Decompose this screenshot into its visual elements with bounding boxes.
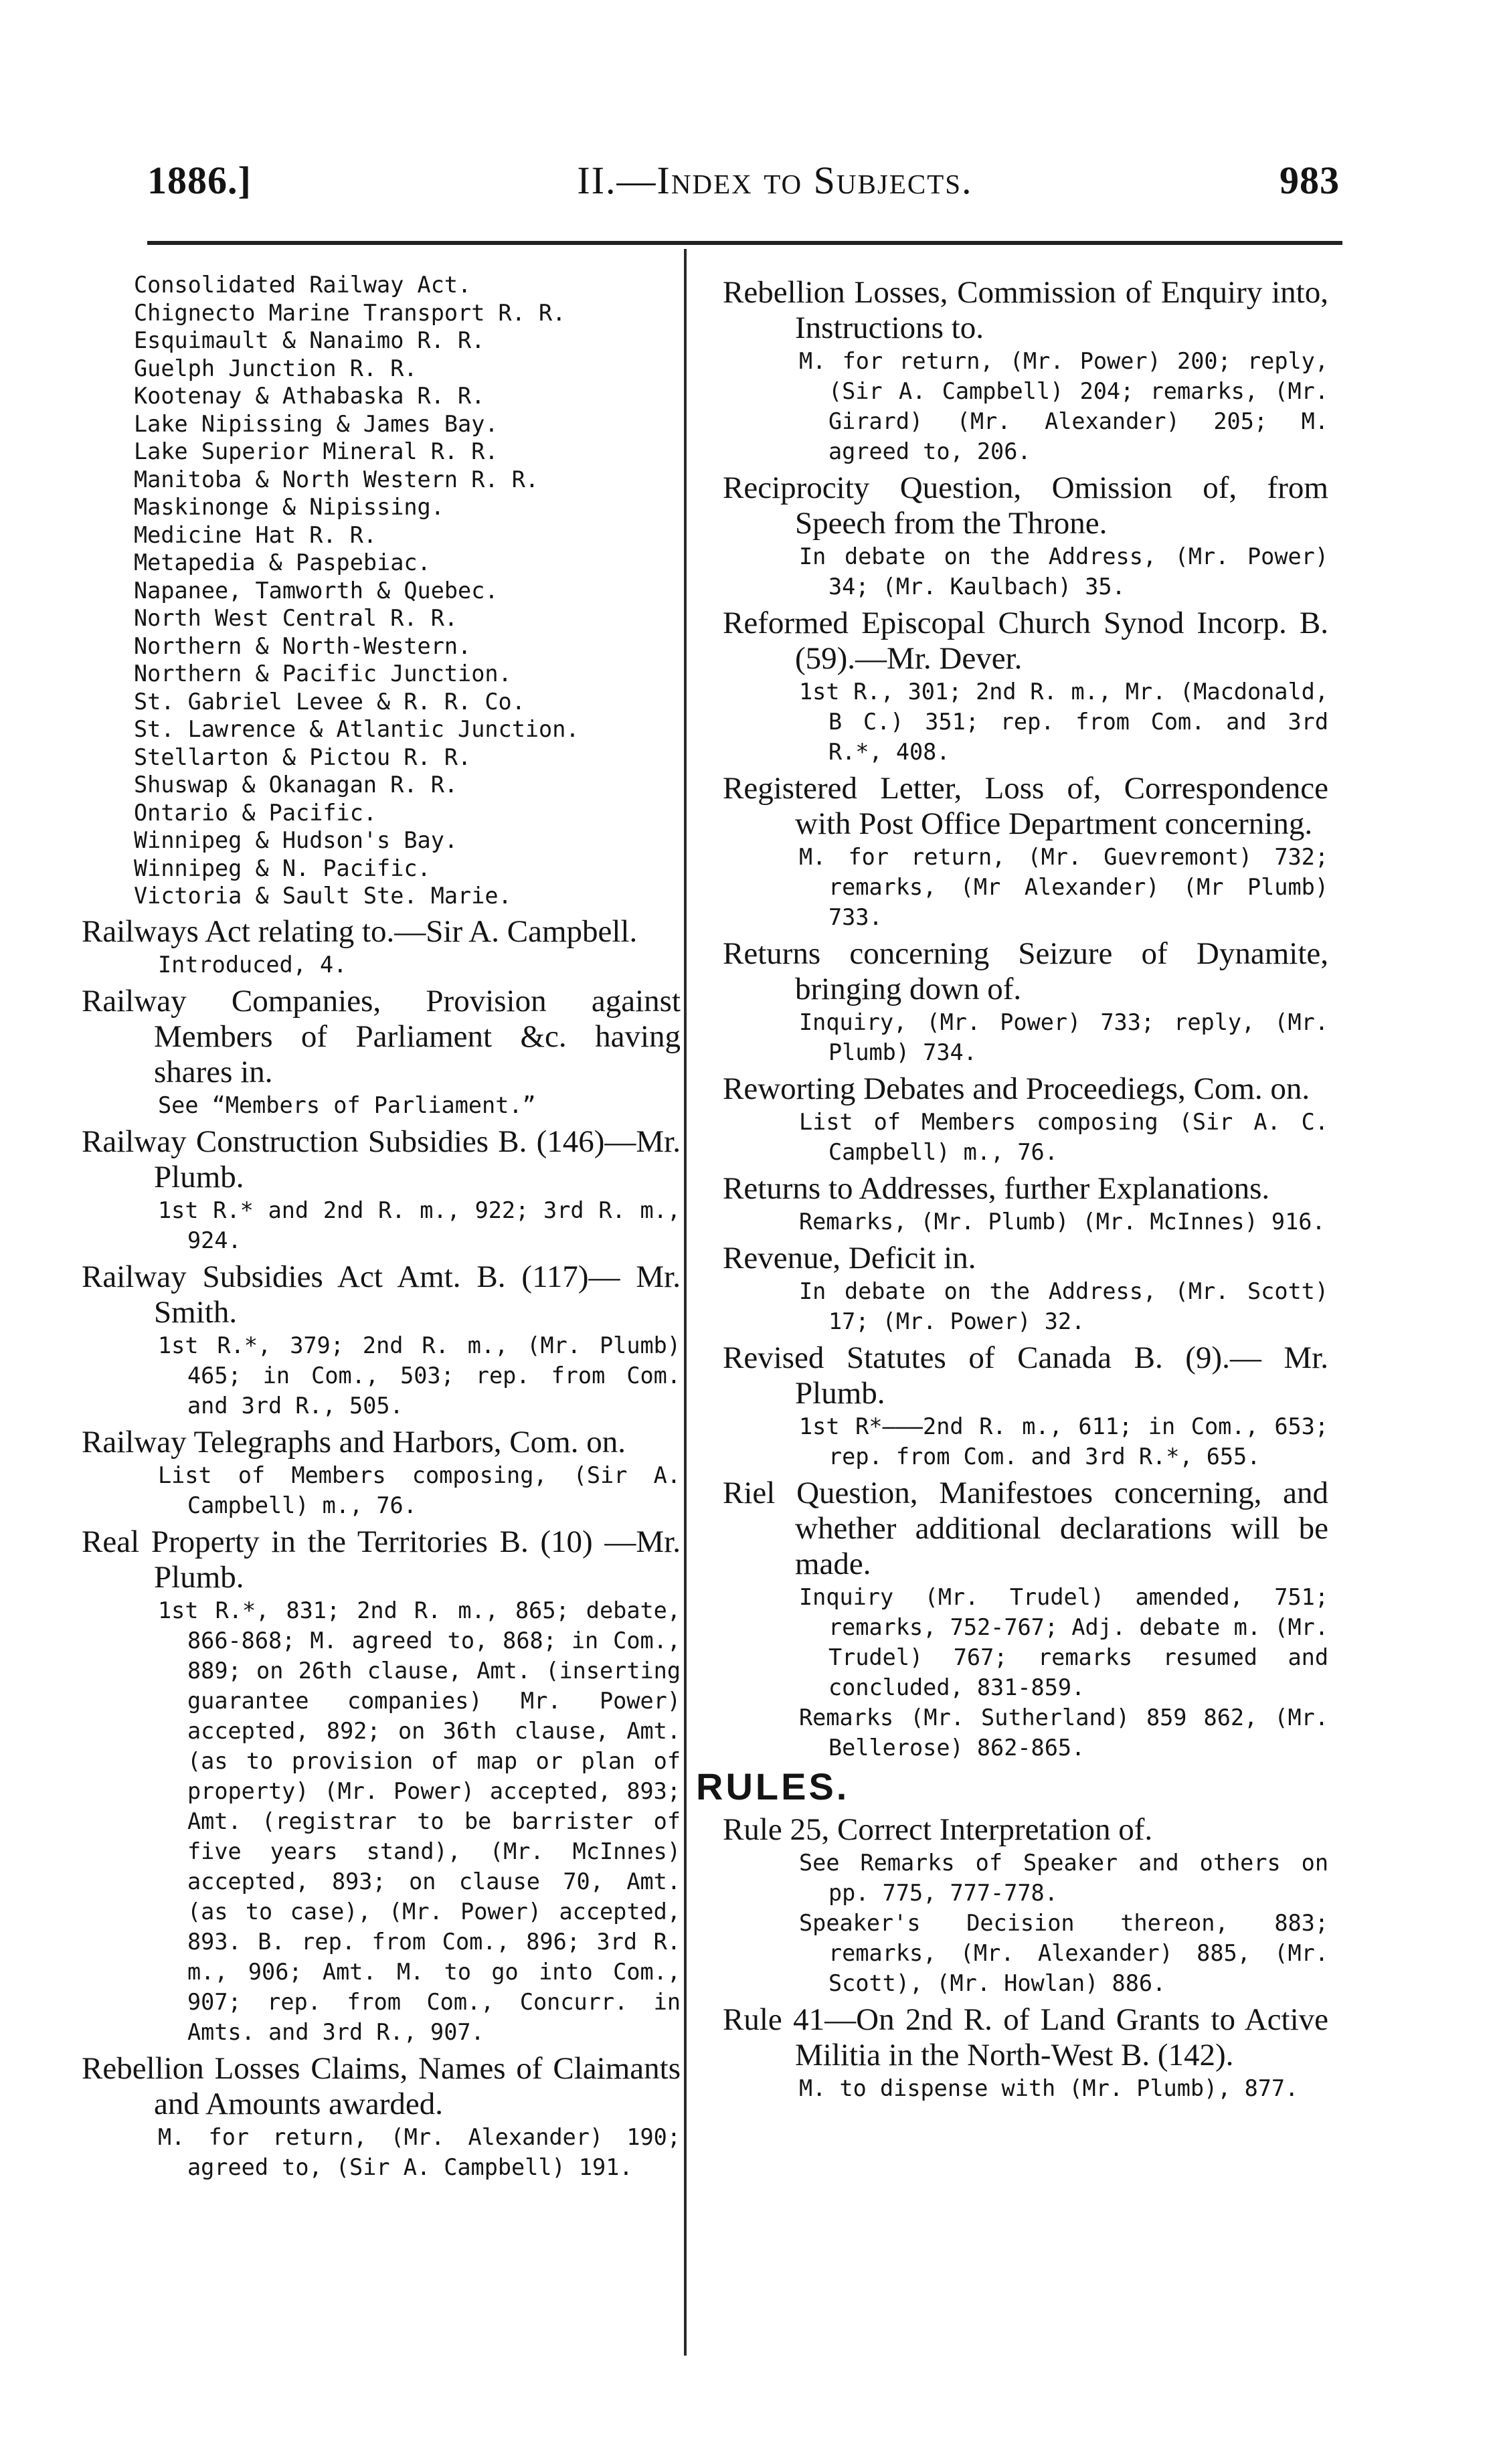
entry-heading: Railway Companies, Provision against Members of Parliament &c. having shares in.	[82, 983, 681, 1089]
index-entry	[723, 1241, 1328, 1336]
entry-reference: See Remarks of Speaker and others on pp. 775, 777-778.	[799, 1850, 1328, 1906]
entry-reference: 1st R.*, 831; 2nd R. m., 865; debate, 866-868; M. agreed to, 868; in Com., 889; on 26th clause, Amt. (inserting guarantee companies) Mr. Power) accepted, 892; on 36th clause, Amt. (as to provision of map or plan of property) (Mr. Power) accepted, 893; Amt. (registrar to be barrister of five years stand), (Mr. McInnes) accepted, 893; on clause 70, Amt. (as to case), (Mr. Power) accepted, 893. B. rep. from Com., 896; 3rd R. m., 906; Amt. M. to go into Com., 907; rep. from Com., Concurr. in Amts. and 3rd R., 907.	[158, 1597, 681, 2045]
railway-act-item: Metapedia & Paspebiac.	[134, 549, 431, 576]
entry-reference: M. for return, (Mr. Power) 200; reply, (Sir A. Campbell) 204; remarks, (Mr. Girard) (Mr. Alexander) 205; M. agreed to, 206.	[799, 348, 1328, 464]
entry-heading: Reciprocity Question, Omission of, from Speech from the Throne.	[723, 470, 1328, 541]
entry-heading: Rule 25, Correct Interpretation of.	[723, 1812, 1153, 1847]
railway-act-item: St. Gabriel Levee & R. R. Co.	[134, 688, 525, 715]
railway-act-item: Lake Superior Mineral R. R.	[134, 438, 499, 464]
index-entry	[723, 936, 1328, 1067]
running-title: II.—Index to Subjects.	[577, 159, 973, 202]
entry-reference: Speaker's Decision thereon, 883; remarks, (Mr. Alexander) 885, (Mr. Scott), (Mr. Howlan) 886.	[799, 1910, 1328, 1996]
entry-heading: Railway Subsidies Act Amt. B. (117)— Mr. Smith.	[82, 1259, 681, 1330]
index-entry	[82, 984, 681, 1120]
entry-heading: Reformed Episcopal Church Synod Incorp. B. (59).—Mr. Dever.	[723, 606, 1328, 676]
entry-reference: Introduced, 4.	[158, 951, 347, 978]
entry-reference: List of Members composing, (Sir A. Campbell) m., 76.	[158, 1462, 681, 1518]
railway-act-item: Medicine Hat R. R.	[134, 521, 377, 548]
right-entries	[723, 275, 1328, 1763]
entry-heading: Railways Act relating to.—Sir A. Campbell.	[82, 913, 638, 949]
railway-act-item: Chignecto Marine Transport R. R.	[134, 299, 566, 326]
entry-reference: Inquiry, (Mr. Power) 733; reply, (Mr. Plumb) 734.	[799, 1009, 1328, 1065]
entry-reference: Remarks, (Mr. Plumb) (Mr. McInnes) 916.	[799, 1209, 1326, 1235]
index-entry	[723, 1812, 1328, 1998]
entry-reference: M. for return, (Mr. Guevremont) 732; remarks, (Mr Alexander) (Mr Plumb) 733.	[799, 844, 1328, 930]
railway-act-item: Northern & North-Western.	[134, 632, 472, 659]
railway-act-item: Stellarton & Pictou R. R.	[134, 743, 472, 770]
entry-heading: Railway Construction Subsidies B. (146)—Mr. Plumb.	[82, 1124, 681, 1195]
entry-reference: 1st R., 301; 2nd R. m., Mr. (Macdonald, B C.) 351; rep. from Com. and 3rd R.*, 408.	[799, 679, 1328, 765]
index-entry	[82, 2051, 681, 2182]
entry-heading: Railway Telegraphs and Harbors, Com. on.	[82, 1424, 626, 1460]
railway-act-item: North West Central R. R.	[134, 605, 458, 631]
railway-act-item: Napanee, Tamworth & Quebec.	[134, 577, 499, 604]
section-heading-rules: RULES.	[696, 1765, 850, 1808]
index-entry	[82, 1124, 681, 1255]
railway-acts-list	[82, 271, 681, 910]
railway-act-item: Winnipeg & N. Pacific.	[134, 855, 431, 881]
entry-heading: Revised Statutes of Canada B. (9).— Mr. Plumb.	[723, 1340, 1328, 1411]
railway-act-item: Manitoba & North Western R. R.	[134, 466, 539, 493]
entry-reference: In debate on the Address, (Mr. Scott) 17; (Mr. Power) 32.	[799, 1278, 1328, 1334]
index-entry	[723, 606, 1328, 767]
entry-heading: Revenue, Deficit in.	[723, 1241, 976, 1275]
entry-heading: Rebellion Losses, Commission of Enquiry into, Instructions to.	[723, 275, 1328, 345]
index-entry	[82, 914, 681, 980]
column-divider	[684, 249, 687, 2356]
railway-act-item: Consolidated Railway Act.	[134, 272, 472, 298]
entry-heading: Rule 41—On 2nd R. of Land Grants to Active Militia in the North-West B. (142).	[723, 2002, 1328, 2073]
railway-act-item: Lake Nipissing & James Bay.	[134, 410, 499, 437]
right-column	[696, 271, 1328, 2103]
index-entry	[723, 1171, 1328, 1237]
railway-act-item: Kootenay & Athabaska R. R.	[134, 383, 485, 409]
header-rule	[147, 241, 1342, 245]
left-column	[82, 271, 681, 2182]
railway-act-item: Esquimault & Nanaimo R. R.	[134, 327, 485, 353]
index-entry	[723, 470, 1328, 602]
entry-heading: Real Property in the Territories B. (10) —Mr. Plumb.	[82, 1524, 681, 1595]
entry-reference: M. to dispense with (Mr. Plumb), 877.	[799, 2075, 1299, 2101]
page-number: 983	[1280, 159, 1340, 202]
entry-heading: Rebellion Losses Claims, Names of Claimants and Amounts awarded.	[82, 2050, 681, 2121]
index-entry	[82, 1524, 681, 2047]
index-entry	[723, 1071, 1328, 1167]
index-entry	[723, 1476, 1328, 1763]
entry-reference: M. for return, (Mr. Alexander) 190; agreed to, (Sir A. Campbell) 191.	[158, 2123, 681, 2180]
entry-heading: Reworting Debates and Proceediegs, Com. on.	[723, 1071, 1310, 1106]
railway-act-item: Ontario & Pacific.	[134, 799, 377, 826]
railway-act-item: Guelph Junction R. R.	[134, 355, 418, 381]
entry-reference: 1st R*———2nd R. m., 611; in Com., 653; rep. from Com. and 3rd R.*, 655.	[799, 1413, 1328, 1470]
index-entry	[723, 1340, 1328, 1472]
entry-heading: Returns concerning Seizure of Dynamite, bringing down of.	[723, 936, 1328, 1006]
entry-reference: In debate on the Address, (Mr. Power) 34; (Mr. Kaulbach) 35.	[799, 543, 1328, 600]
entry-reference: 1st R.*, 379; 2nd R. m., (Mr. Plumb) 465; in Com., 503; rep. from Com. and 3rd R., 505.	[158, 1332, 681, 1419]
left-entries	[82, 914, 681, 2182]
entry-heading: Returns to Addresses, further Explanations.	[723, 1171, 1270, 1206]
entry-reference: Remarks (Mr. Sutherland) 859 862, (Mr. Bellerose) 862-865.	[799, 1704, 1328, 1761]
railway-act-item: Victoria & Sault Ste. Marie.	[134, 883, 512, 909]
entry-heading: Registered Letter, Loss of, Correspondence with Post Office Department concerning.	[723, 771, 1328, 841]
railway-act-item: Maskinonge & Nipissing.	[134, 494, 444, 520]
entry-reference: See “Members of Parliament.”	[158, 1091, 536, 1118]
index-entry	[723, 771, 1328, 932]
index-entry	[723, 275, 1328, 466]
railway-act-item: Shuswap & Okanagan R. R.	[134, 772, 458, 798]
index-entry	[82, 1425, 681, 1520]
rules-entries	[723, 1812, 1328, 2103]
entry-reference: List of Members composing (Sir A. C. Campbell) m., 76.	[799, 1109, 1328, 1165]
railway-act-item: St. Lawrence & Atlantic Junction.	[134, 716, 580, 742]
year-header: 1886.]	[147, 159, 252, 202]
index-entry	[723, 2002, 1328, 2103]
entry-heading: Riel Question, Manifestoes concerning, and whether additional declarations will be made.	[723, 1476, 1328, 1581]
railway-act-item: Northern & Pacific Junction.	[134, 661, 512, 687]
index-entry	[82, 1259, 681, 1421]
railway-act-item: Winnipeg & Hudson's Bay.	[134, 827, 458, 853]
entry-reference: 1st R.* and 2nd R. m., 922; 3rd R. m., 924.	[158, 1197, 681, 1253]
entry-reference: Inquiry (Mr. Trudel) amended, 751; remarks, 752-767; Adj. debate m. (Mr. Trudel) 767; remarks resumed and concluded, 831-859.	[799, 1584, 1328, 1700]
